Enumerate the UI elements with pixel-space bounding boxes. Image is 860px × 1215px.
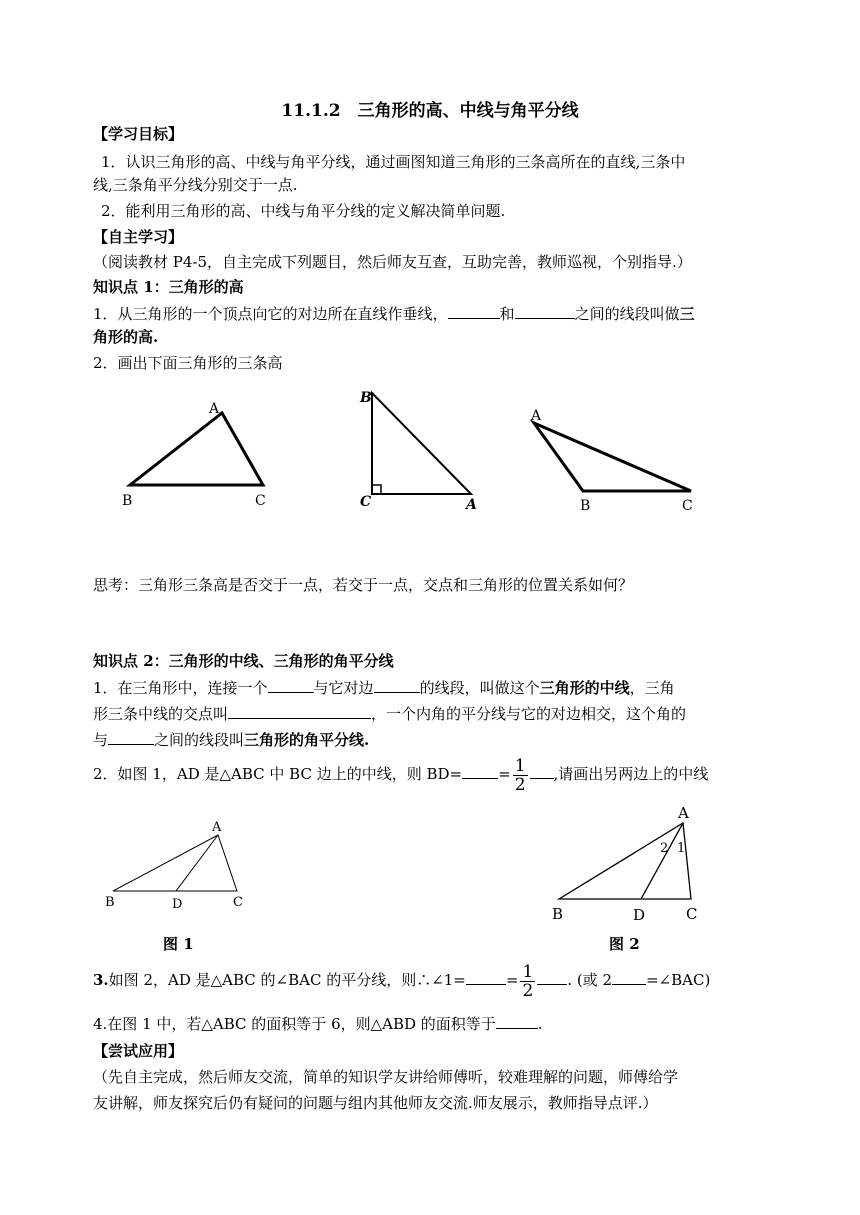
kp2-question-2 [93, 752, 708, 796]
kp1-q1-bold: 三 [679, 305, 695, 323]
fraction-numerator: 1 [514, 755, 526, 776]
figure-1-caption: 图 1 [163, 935, 194, 953]
question-4 [93, 1013, 543, 1034]
kp2-q1-l3b: 之间的线段叫 [154, 731, 245, 749]
figure-2-triangle [559, 823, 691, 899]
try-note-line-2: 友讲解，师友探究后仍有疑问的问题与组内其他师友交流.师友展示，教师指导点评.） [93, 1094, 658, 1112]
blank-midpoint[interactable] [374, 677, 420, 693]
fig2-angle-1: 1 [677, 841, 686, 856]
figure-2-caption: 图 2 [609, 935, 640, 953]
blank-angle-1[interactable] [466, 969, 506, 985]
q3-text-b: . (或 2 [567, 971, 612, 989]
blank-centroid[interactable] [228, 703, 371, 719]
kp2-q1-p1: 1．在三角形中，连接一个 [93, 679, 268, 697]
kp2-q1-bold-median: 三角形的中线 [539, 679, 630, 697]
fig1-label-A: A [212, 820, 222, 835]
kp2-q2-text-b: ,请画出另两边上的中线 [553, 765, 709, 783]
kp2-q1-l2b: ，一个内角的平分线与它的对边相交，这个角的 [371, 705, 687, 723]
blank-vertex-2[interactable] [268, 677, 314, 693]
tri2-label-C: C [360, 494, 372, 510]
fraction-numerator-2: 1 [522, 961, 534, 982]
kp2-q1-bold-bisector: 三角形的角平分线. [244, 731, 370, 749]
think-question: 思考：三角形三条高是否交于一点，若交于一点，交点和三角形的位置关系如何？ [93, 576, 634, 594]
fig2-label-D: D [633, 906, 646, 924]
fraction-denominator-2: 2 [522, 980, 534, 1001]
fraction-denominator: 2 [514, 774, 526, 795]
blank-intersection[interactable] [108, 729, 154, 745]
fig2-angle-2: 2 [660, 841, 669, 856]
page-title: 11.1.2 三角形的高、中线与角平分线 [281, 101, 579, 121]
knowledge-point-1-heading: 知识点 1：三角形的高 [93, 278, 244, 296]
tri1-label-C: C [255, 493, 266, 509]
tri1-label-B: B [122, 493, 133, 509]
kp2-q1-p4: ，三角 [629, 679, 675, 697]
tri3-label-A: A [531, 408, 542, 424]
kp2-q1-l2a: 形三条中线的交点叫 [93, 705, 229, 723]
q4-end: . [537, 1015, 543, 1033]
triangle-2 [372, 393, 471, 494]
kp2-question-1-line-2 [93, 703, 686, 724]
kp1-question-2: 2．画出下面三角形的三条高 [93, 354, 283, 372]
blank-angle-2[interactable] [612, 969, 646, 985]
kp1-q1-mid: 之间的线段叫做 [574, 305, 680, 323]
tri3-label-B: B [580, 498, 591, 514]
right-angle-mark [372, 485, 381, 494]
try-note-line-1: （先自主完成，然后师友交流，简单的知识学友讲给师傅听，较难理解的问题，师傅给学 [93, 1068, 679, 1086]
fig2-label-C: C [686, 905, 698, 923]
fig1-label-D: D [172, 897, 183, 912]
fig1-label-C: C [233, 895, 243, 910]
blank-bd-1[interactable] [462, 763, 498, 779]
question-3 [93, 958, 710, 1002]
tri2-label-B: B [360, 390, 372, 406]
kp2-question-1-line-1 [93, 677, 675, 698]
section-try-heading: 【尝试应用】 [93, 1042, 184, 1060]
kp2-q1-p2: 与它对边 [313, 679, 374, 697]
q4-text: 4.在图 1 中，若△ABC 的面积等于 6，则△ABD 的面积等于 [93, 1015, 496, 1033]
kp2-q2-eq: = [498, 765, 511, 783]
fraction-half-2 [520, 963, 535, 1000]
figure-1-triangle [113, 835, 237, 891]
kp1-q1-text-a: 1．从三角形的一个顶点向它的对边所在直线作垂线， [93, 305, 448, 323]
figure-1-median-AD [176, 835, 218, 891]
q3-text-a: 如图 2，AD 是△ABC 的∠BAC 的平分线，则∴∠1= [108, 971, 466, 989]
q3-eq: = [505, 971, 519, 989]
q3-text-c: =∠BAC) [646, 971, 711, 989]
tri1-label-A: A [209, 401, 220, 417]
goal-1-line-2: 线,三条角平分线分别交于一点. [93, 176, 298, 194]
kp2-q1-p3: 的线段，叫做这个 [419, 679, 540, 697]
section-goals-heading: 【学习目标】 [93, 125, 184, 143]
fraction-half [513, 757, 528, 794]
q3-number: 3. [93, 971, 109, 989]
triangle-1 [130, 413, 263, 485]
self-study-note: （阅读教材 P4-5，自主完成下列题目，然后师友互查，互助完善，教师巡视，个别指导.） [93, 253, 692, 271]
triangle-3 [534, 423, 691, 491]
tri2-label-A: A [466, 497, 477, 513]
fig1-label-B: B [105, 895, 115, 910]
section-self-study-heading: 【自主学习】 [93, 228, 184, 246]
fig2-label-B: B [552, 905, 564, 923]
tri3-label-C: C [682, 498, 693, 514]
goal-2: 2．能利用三角形的高、中线与角平分线的定义解决简单问题. [101, 202, 506, 220]
figure-2-bisector-AD [641, 823, 686, 899]
kp1-question-1-line-2: 角形的高. [93, 328, 159, 346]
kp2-question-1-line-3 [93, 729, 369, 750]
knowledge-point-2-heading: 知识点 2：三角形的中线、三角形的角平分线 [93, 652, 394, 670]
blank-area[interactable] [496, 1013, 538, 1029]
kp2-q1-l3a: 与 [93, 731, 109, 749]
kp1-q1-and: 和 [499, 305, 515, 323]
kp2-q2-text-a: 2．如图 1，AD 是△ABC 中 BC 边上的中线，则 BD= [93, 765, 463, 783]
blank-angle-bac[interactable] [537, 969, 567, 985]
blank-bd-2[interactable] [530, 763, 554, 779]
goal-1-line-1: 1．认识三角形的高、中线与角平分线，通过画图知道三角形的三条高所在的直线,三条中 [101, 153, 686, 171]
fig2-label-A: A [678, 804, 689, 822]
